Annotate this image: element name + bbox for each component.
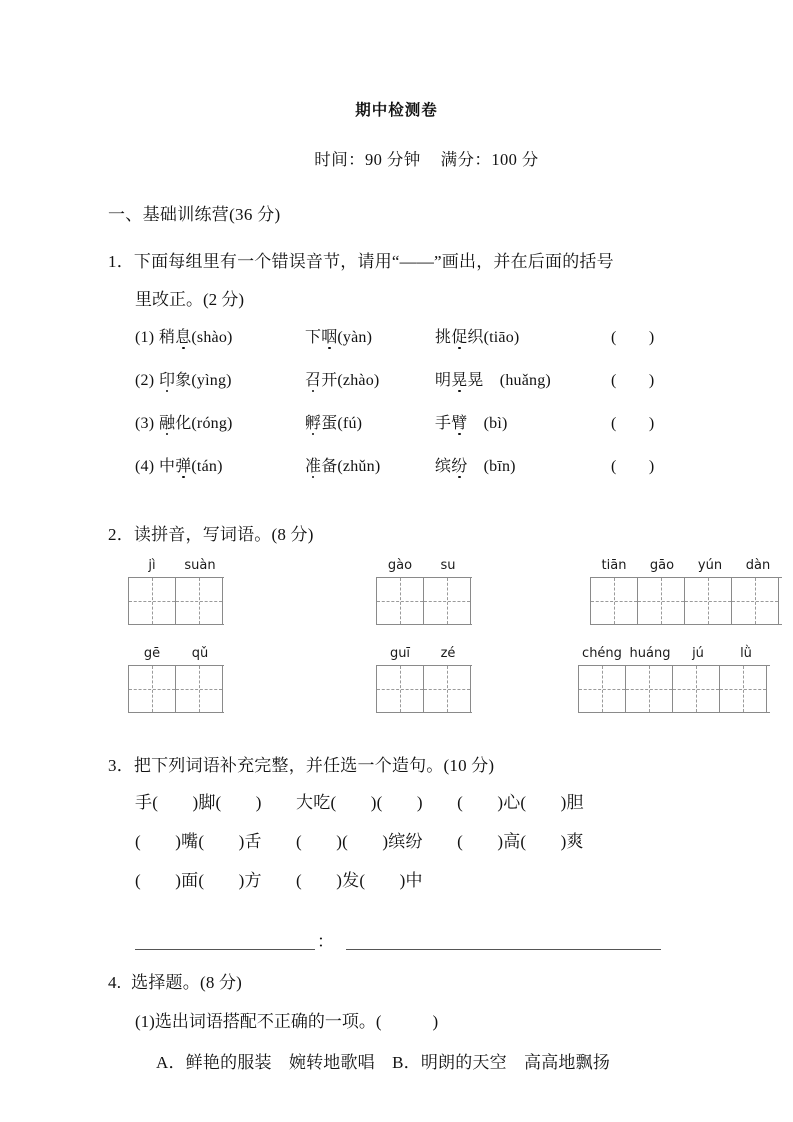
question-1-item[interactable] [435, 459, 516, 475]
pinyin-labels [578, 647, 770, 660]
question-1-item[interactable] [305, 459, 380, 475]
item-suffix: 晃 (huǎng) [467, 372, 551, 389]
pinyin-syllable: guī [389, 646, 411, 661]
pinyin-labels [376, 647, 472, 660]
pinyin-syllable: zé [440, 646, 456, 661]
answer-line-row [135, 933, 793, 950]
question-1-row-label: (4) [135, 458, 155, 475]
score-label: 满分： [440, 149, 492, 169]
time-value: 90 分钟 [365, 149, 421, 169]
pinyin-syllable: gào [387, 558, 413, 573]
answer-parentheses[interactable]: ( ) [611, 372, 655, 389]
question-1-row [135, 330, 793, 352]
pinyin-grid-block [128, 647, 224, 713]
writing-cell[interactable] [129, 666, 176, 712]
pinyin-labels [590, 559, 782, 572]
question-3-rows [108, 774, 793, 889]
idiom-fill-row[interactable]: ( )嘴( )舌 ( )( )缤纷 ( )高( )爽 [135, 832, 584, 851]
answer-blank-sentence[interactable] [346, 935, 661, 950]
pinyin-labels [128, 647, 224, 660]
question-1-number: 1． [108, 252, 134, 271]
pinyin-syllable: suàn [184, 558, 216, 573]
question-1-item[interactable] [159, 373, 232, 389]
question-1-item[interactable] [159, 330, 233, 346]
question-4 [0, 950, 793, 1071]
writing-cells[interactable] [128, 577, 224, 625]
emphasis-dot-char: 晃 [451, 372, 468, 389]
question-1 [0, 223, 793, 481]
question-1-row [135, 459, 793, 481]
pinyin-grid-block [376, 647, 472, 713]
question-4-text: 选择题。(8 分) [131, 973, 243, 992]
writing-cell[interactable] [424, 666, 471, 712]
writing-cell[interactable] [377, 666, 424, 712]
pinyin-syllable: yún [697, 558, 723, 573]
writing-cell[interactable] [638, 578, 685, 624]
idiom-fill-row[interactable]: ( )面( )方 ( )发( )中 [135, 871, 423, 890]
pinyin-syllable: huáng [629, 646, 671, 661]
question-2-grids [108, 543, 793, 719]
question-1-row-label: (1) [135, 329, 155, 346]
emphasis-dot-char: 孵 [305, 415, 322, 432]
pinyin-syllable: jú [692, 646, 704, 661]
pinyin-grid-row [108, 559, 793, 631]
pinyin-labels [376, 559, 472, 572]
writing-cell[interactable] [732, 578, 779, 624]
item-prefix: 缤 [435, 458, 452, 475]
writing-cell[interactable] [129, 578, 176, 624]
pinyin-syllable: tiān [601, 558, 627, 573]
writing-cell[interactable] [176, 578, 223, 624]
writing-cell[interactable] [685, 578, 732, 624]
section-title: 一、基础训练营(36 分) [108, 205, 281, 224]
pinyin-syllable: jì [148, 558, 156, 573]
score-value: 100 分 [491, 149, 539, 169]
time-label: 时间： [314, 149, 365, 169]
writing-cell[interactable] [176, 666, 223, 712]
answer-colon: ： [317, 932, 334, 951]
item-suffix: 备(zhǔn) [321, 458, 381, 475]
question-1-item[interactable] [435, 416, 508, 432]
question-4-number: 4. [108, 973, 122, 992]
item-prefix: 下 [305, 329, 322, 346]
item-prefix: 稍 [159, 329, 176, 346]
item-suffix: 蛋(fú) [321, 415, 363, 432]
pinyin-syllable: gē [143, 646, 161, 661]
question-1-item[interactable] [305, 416, 362, 432]
emphasis-dot-char: 弹 [175, 458, 192, 475]
writing-cell[interactable] [720, 666, 767, 712]
writing-cells[interactable] [376, 665, 472, 713]
question-1-rows [108, 308, 793, 481]
pinyin-grid-block [376, 559, 472, 625]
idiom-fill-row[interactable]: 手( )脚( ) 大吃( )( ) ( )心( )胆 [135, 793, 584, 812]
question-4-options[interactable]: A．鲜艳的服装 婉转地歌唱 B．明朗的天空 高高地飘扬 [156, 1053, 611, 1072]
item-suffix: (bì) [467, 415, 508, 432]
answer-parentheses[interactable]: ( ) [611, 415, 655, 432]
writing-cell[interactable] [424, 578, 471, 624]
question-1-head [108, 253, 793, 270]
writing-cells[interactable] [590, 577, 782, 625]
pinyin-grid-block [578, 647, 770, 713]
item-suffix: (bīn) [467, 458, 516, 475]
question-3-head [108, 757, 793, 774]
item-prefix: 手 [435, 415, 452, 432]
emphasis-dot-char: 纷 [451, 458, 468, 475]
question-1-item[interactable] [435, 373, 551, 389]
question-1-text-line2: 里改正。(2 分) [135, 290, 245, 309]
question-3-text: 把下列词语补充完整，并任选一个造句。(10 分) [133, 756, 495, 775]
question-3-answer-area [108, 911, 793, 950]
page-title: 期中检测卷 [355, 102, 438, 119]
pinyin-labels [128, 559, 224, 572]
item-prefix: 明 [435, 372, 452, 389]
emphasis-dot-char: 印 [159, 372, 176, 389]
question-1-row [135, 373, 793, 395]
item-suffix: 织(tiāo) [467, 329, 520, 346]
answer-blank-word[interactable] [135, 935, 315, 950]
question-3-number: 3． [108, 756, 134, 775]
writing-cell[interactable] [673, 666, 720, 712]
emphasis-dot-char: 息 [175, 329, 192, 346]
item-suffix: (shào) [191, 329, 233, 346]
writing-cells[interactable] [578, 665, 770, 713]
item-prefix: 挑 [435, 329, 452, 346]
item-prefix: 中 [159, 458, 176, 475]
item-suffix: (yàn) [337, 329, 373, 346]
question-4-sub1: (1)选出词语搭配不正确的一项。( ) [135, 1012, 439, 1031]
exam-meta [0, 119, 793, 169]
pinyin-grid-block [590, 559, 782, 625]
emphasis-dot-char: 召 [305, 372, 322, 389]
answer-parentheses[interactable]: ( ) [611, 329, 655, 346]
item-suffix: (tán) [191, 458, 223, 475]
question-1-item[interactable] [159, 459, 223, 475]
question-2-head [108, 526, 793, 543]
item-suffix: 开(zhào) [321, 372, 380, 389]
writing-cell[interactable] [626, 666, 673, 712]
question-1-item[interactable] [159, 416, 233, 432]
question-1-item[interactable] [435, 330, 519, 346]
pinyin-syllable: lǜ [740, 646, 752, 661]
question-2-number: 2． [108, 525, 134, 544]
writing-cell[interactable] [591, 578, 638, 624]
emphasis-dot-char: 咽 [321, 329, 338, 346]
question-2 [0, 502, 793, 719]
item-suffix: 化(róng) [175, 415, 233, 432]
emphasis-dot-char: 臂 [451, 415, 468, 432]
emphasis-dot-char: 准 [305, 458, 322, 475]
pinyin-syllable: qǔ [191, 646, 209, 661]
writing-cell[interactable] [579, 666, 626, 712]
question-1-row-label: (3) [135, 415, 155, 432]
writing-cells[interactable] [376, 577, 472, 625]
answer-parentheses[interactable]: ( ) [611, 458, 655, 475]
pinyin-syllable: chéng [582, 646, 622, 661]
emphasis-dot-char: 促 [451, 329, 468, 346]
pinyin-syllable: su [440, 558, 456, 573]
pinyin-syllable: dàn [745, 558, 771, 573]
question-4-head [108, 974, 793, 991]
question-2-text: 读拼音，写词语。(8 分) [133, 525, 314, 544]
question-1-text-line1: 下面每组里有一个错误音节，请用“——”画出，并在后面的括号 [133, 252, 614, 271]
pinyin-grid-block [128, 559, 224, 625]
question-1-row [135, 416, 793, 438]
emphasis-dot-char: 融 [159, 415, 176, 432]
writing-cells[interactable] [128, 665, 224, 713]
pinyin-grid-row [108, 647, 793, 719]
pinyin-syllable: gāo [649, 558, 675, 573]
question-1-item[interactable] [305, 330, 372, 346]
writing-cell[interactable] [377, 578, 424, 624]
item-suffix: 象(yìng) [175, 372, 232, 389]
question-3 [0, 735, 793, 950]
question-1-row-label: (2) [135, 372, 155, 389]
question-1-item[interactable] [305, 373, 379, 389]
